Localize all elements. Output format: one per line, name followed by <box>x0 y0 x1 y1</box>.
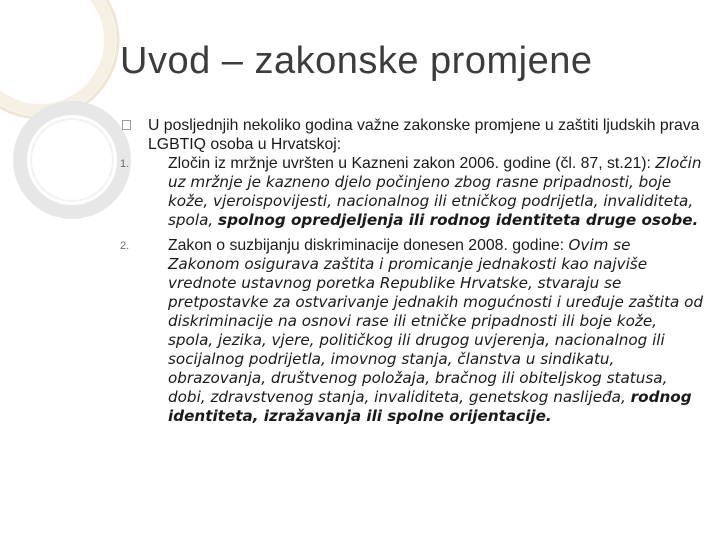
list-item-2-text: Zakon o suzbijanju diskriminacije donesen 2008. godine: <box>168 237 569 254</box>
list-item-1-italic: Zločin uz mržnje je kazneno djelo počinjeno zbog rasne pripadnosti, boje kože, vjeroispovijesti, nacionalnog ili etničkog podrijetla, invaliditeta, spola, <box>168 154 702 229</box>
list-item-1-bold-italic: spolnog opredjeljenja ili rodnog identiteta druge osobe. <box>218 211 699 229</box>
list-item-1-text: Zločin iz mržnje uvršten u Kazneni zakon 2006. godine (čl. 87, st.21): <box>168 155 656 172</box>
slide-title: Uvod – zakonske promjene <box>120 40 593 82</box>
list-number-2: 2. <box>120 240 130 252</box>
list-item-2-bold-italic: rodnog identiteta, izražavanja ili spolne orijentacije. <box>168 388 692 425</box>
list-item-2 <box>120 236 705 426</box>
list-item-2-italic: Ovim se Zakonom osigurava zaštita i promicanje jednakosti kao najviše vrednote ustavnog poretka Republike Hrvatske, stvaraju se pretpostavke za ostvarivanje jednakih mogućnosti i uređuje zaštita od diskriminacije na osnovi rase ili etničke pripadnosti ili boje kože, spola, jezika, vjere, političkog ili drugog uvjerenja, nacionalnog ili socijalnog podrijetla, imovnog stanja, članstva u sindikatu, obrazovanja, društvenog položaja, bračnog ili obiteljskog statusa, dobi, zdravstvenog stanja, invaliditeta, genetskog naslijeđa, <box>168 236 704 406</box>
intro-text: U posljednjih nekoliko godina važne zakonske promjene u zaštiti ljudskih prava LGBTIQ osoba u Hrvatskoj: <box>148 117 700 153</box>
intro-bullet <box>120 116 705 154</box>
slide-body <box>120 116 705 426</box>
square-bullet-icon <box>122 120 131 130</box>
list-number-1: 1. <box>120 158 130 170</box>
list-item-1 <box>120 154 705 230</box>
